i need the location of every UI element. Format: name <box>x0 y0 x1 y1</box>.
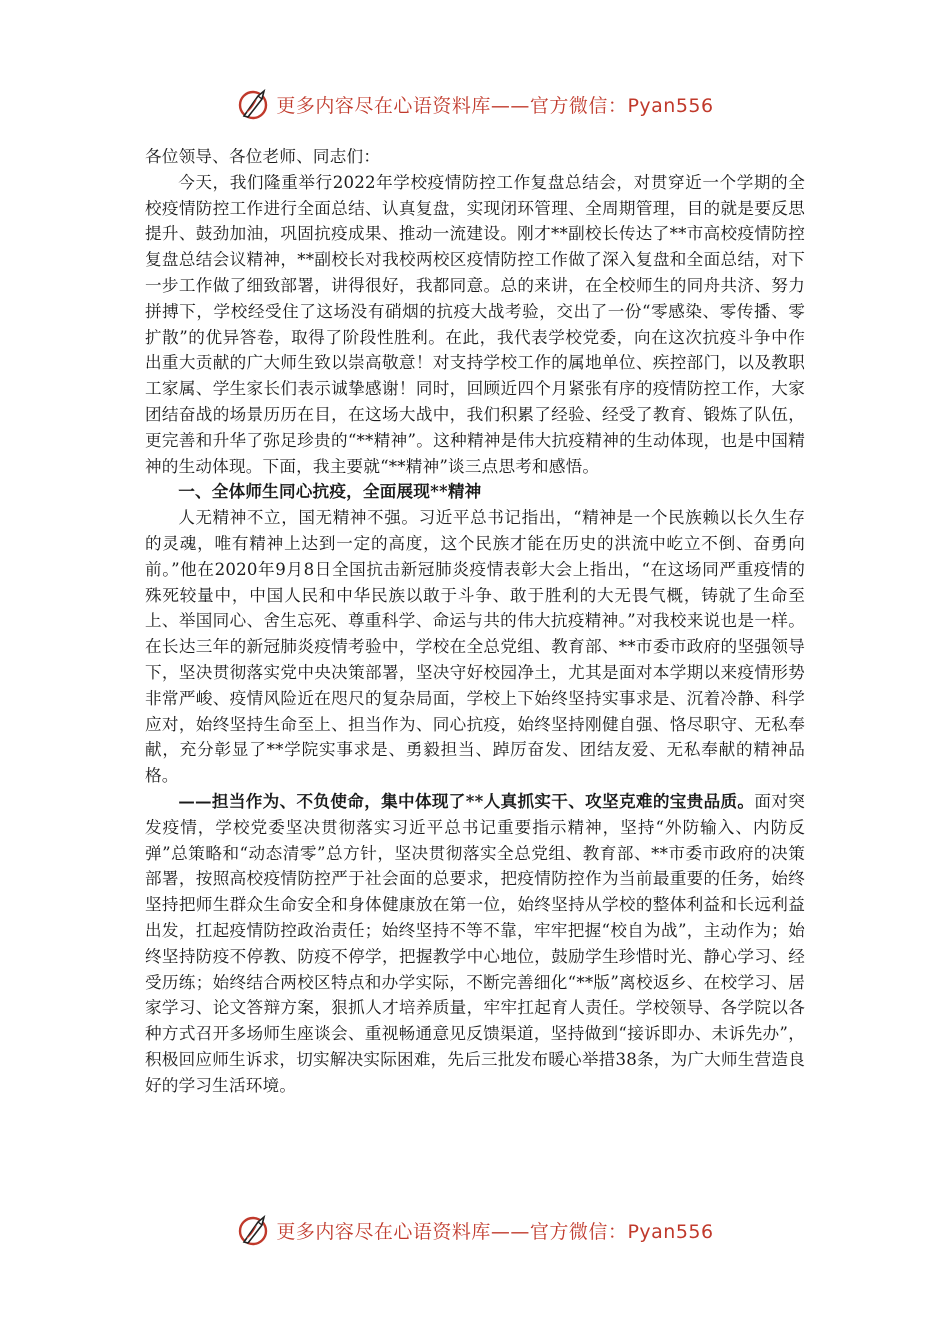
pen-nib-logo-icon <box>236 86 272 122</box>
banner-wechat-label: 官方微信： <box>529 94 628 117</box>
greeting: 各位领导、各位老师、同志们： <box>145 147 381 166</box>
paragraph-responsibility <box>145 789 805 1099</box>
banner-title: 更多内容尽在心语资料库 <box>276 1220 491 1243</box>
document-body <box>145 144 805 1098</box>
pen-nib-logo-icon <box>236 1212 272 1248</box>
footer-watermark-banner <box>0 1210 950 1250</box>
banner-wechat-id: Pyan556 <box>627 1220 714 1243</box>
paragraph-spirit: 人无精神不立，国无精神不强。习近平总书记指出，“精神是一个民族赖以长久生存的灵魂，唯有精神上达到一定的高度，这个民族才能在历史的洪流中屹立不倒、奋勇向前。”他在2020年9月8日全国抗击新冠肺炎疫情表彰大会上指出，“在这场同严重疫情的殊死较量中，中国人民和中华民族以敢于斗争、敢于胜利的大无畏气概，铸就了生命至上、举国同心、舍生忘死、尊重科学、命运与共的伟大抗疫精神。”对我校来说也是一样。在长达三年的新冠肺炎疫情考验中，学校在全总党组、教育部、**市委市政府的坚强领导下，坚决贯彻落实党中央决策部署，坚决守好校园净土，尤其是面对本学期以来疫情形势非常严峻、疫情风险近在咫尺的复杂局面，学校上下始终坚持实事求是、沉着冷静、科学应对，始终坚持生命至上、担当作为、同心抗疫，始终坚持刚健自强、恪尽职守、无私奉献，充分彰显了**学院实事求是、勇毅担当、踔厉奋发、团结友爱、无私奉献的精神品格。 <box>145 508 805 786</box>
banner-title: 更多内容尽在心语资料库 <box>276 94 491 117</box>
banner-separator: —— <box>490 1220 530 1243</box>
paragraph-body: 面对突发疫情，学校党委坚决贯彻落实习近平总书记重要指示精神，坚持“外防输入、内防反弹”总策略和“动态清零”总方针，坚决贯彻落实全总党组、教育部、**市委市政府的决策部署，按照高校疫情防控严于社会面的总要求，把疫情防控作为当前最重要的任务，始终坚持把师生群众生命安全和身体健康放在第一位，始终坚持从学校的整体利益和长远利益出发，扛起疫情防控政治责任；始终坚持不等不靠，牢牢把握“校自为战”，主动作为；始终坚持防疫不停教、防疫不停学，把握教学中心地位，鼓励学生珍惜时光、静心学习、经受历练；始终结合两校区特点和办学实际，不断完善细化“**版”离校返乡、在校学习、居家学习、论文答辩方案，狠抓人才培养质量，牢牢扛起育人责任。学校领导、各学院以各种方式召开多场师生座谈会、重视畅通意见反馈渠道，坚持做到“接诉即办、未诉先办”，积极回应师生诉求，切实解决实际困难，先后三批发布暖心举措38条，为广大师生营造良好的学习生活环境。 <box>145 791 805 1095</box>
banner-separator: —— <box>490 94 530 117</box>
banner-wechat-id: Pyan556 <box>627 94 714 117</box>
paragraph-lead-bold: ——担当作为、不负使命，集中体现了**人真抓实干、攻坚克难的宝贵品质。 <box>178 790 755 811</box>
banner-wechat-label: 官方微信： <box>529 1220 628 1243</box>
header-watermark-banner <box>0 84 950 124</box>
paragraph-intro: 今天，我们隆重举行2022年学校疫情防控工作复盘总结会，对贯穿近一个学期的全校疫情防控工作进行全面总结、认真复盘，实现闭环管理、全周期管理，目的就是要反思提升、鼓劲加油，巩固抗疫成果、推动一流建设。刚才**副校长传达了**市高校疫情防控复盘总结会议精神，**副校长对我校两校区疫情防控工作做了深入复盘和全面总结，对下一步工作做了细致部署，讲得很好，我都同意。总的来讲，在全校师生的同舟共济、努力拼搏下，学校经受住了这场没有硝烟的抗疫大战考验，交出了一份“零感染、零传播、零扩散”的优异答卷，取得了阶段性胜利。在此，我代表学校党委，向在这次抗疫斗争中作出重大贡献的广大师生致以崇高敬意！对支持学校工作的属地单位、疾控部门，以及教职工家属、学生家长们表示诚挚感谢！同时，回顾近四个月紧张有序的疫情防控工作，大家团结奋战的场景历历在目，在这场大战中，我们积累了经验、经受了教育、锻炼了队伍，更完善和升华了弥足珍贵的“**精神”。这种精神是伟大抗疫精神的生动体现，也是中国精神的生动体现。下面，我主要就“**精神”谈三点思考和感悟。 <box>145 172 805 476</box>
section-heading-1: 一、全体师生同心抗疫，全面展现**精神 <box>178 481 482 502</box>
